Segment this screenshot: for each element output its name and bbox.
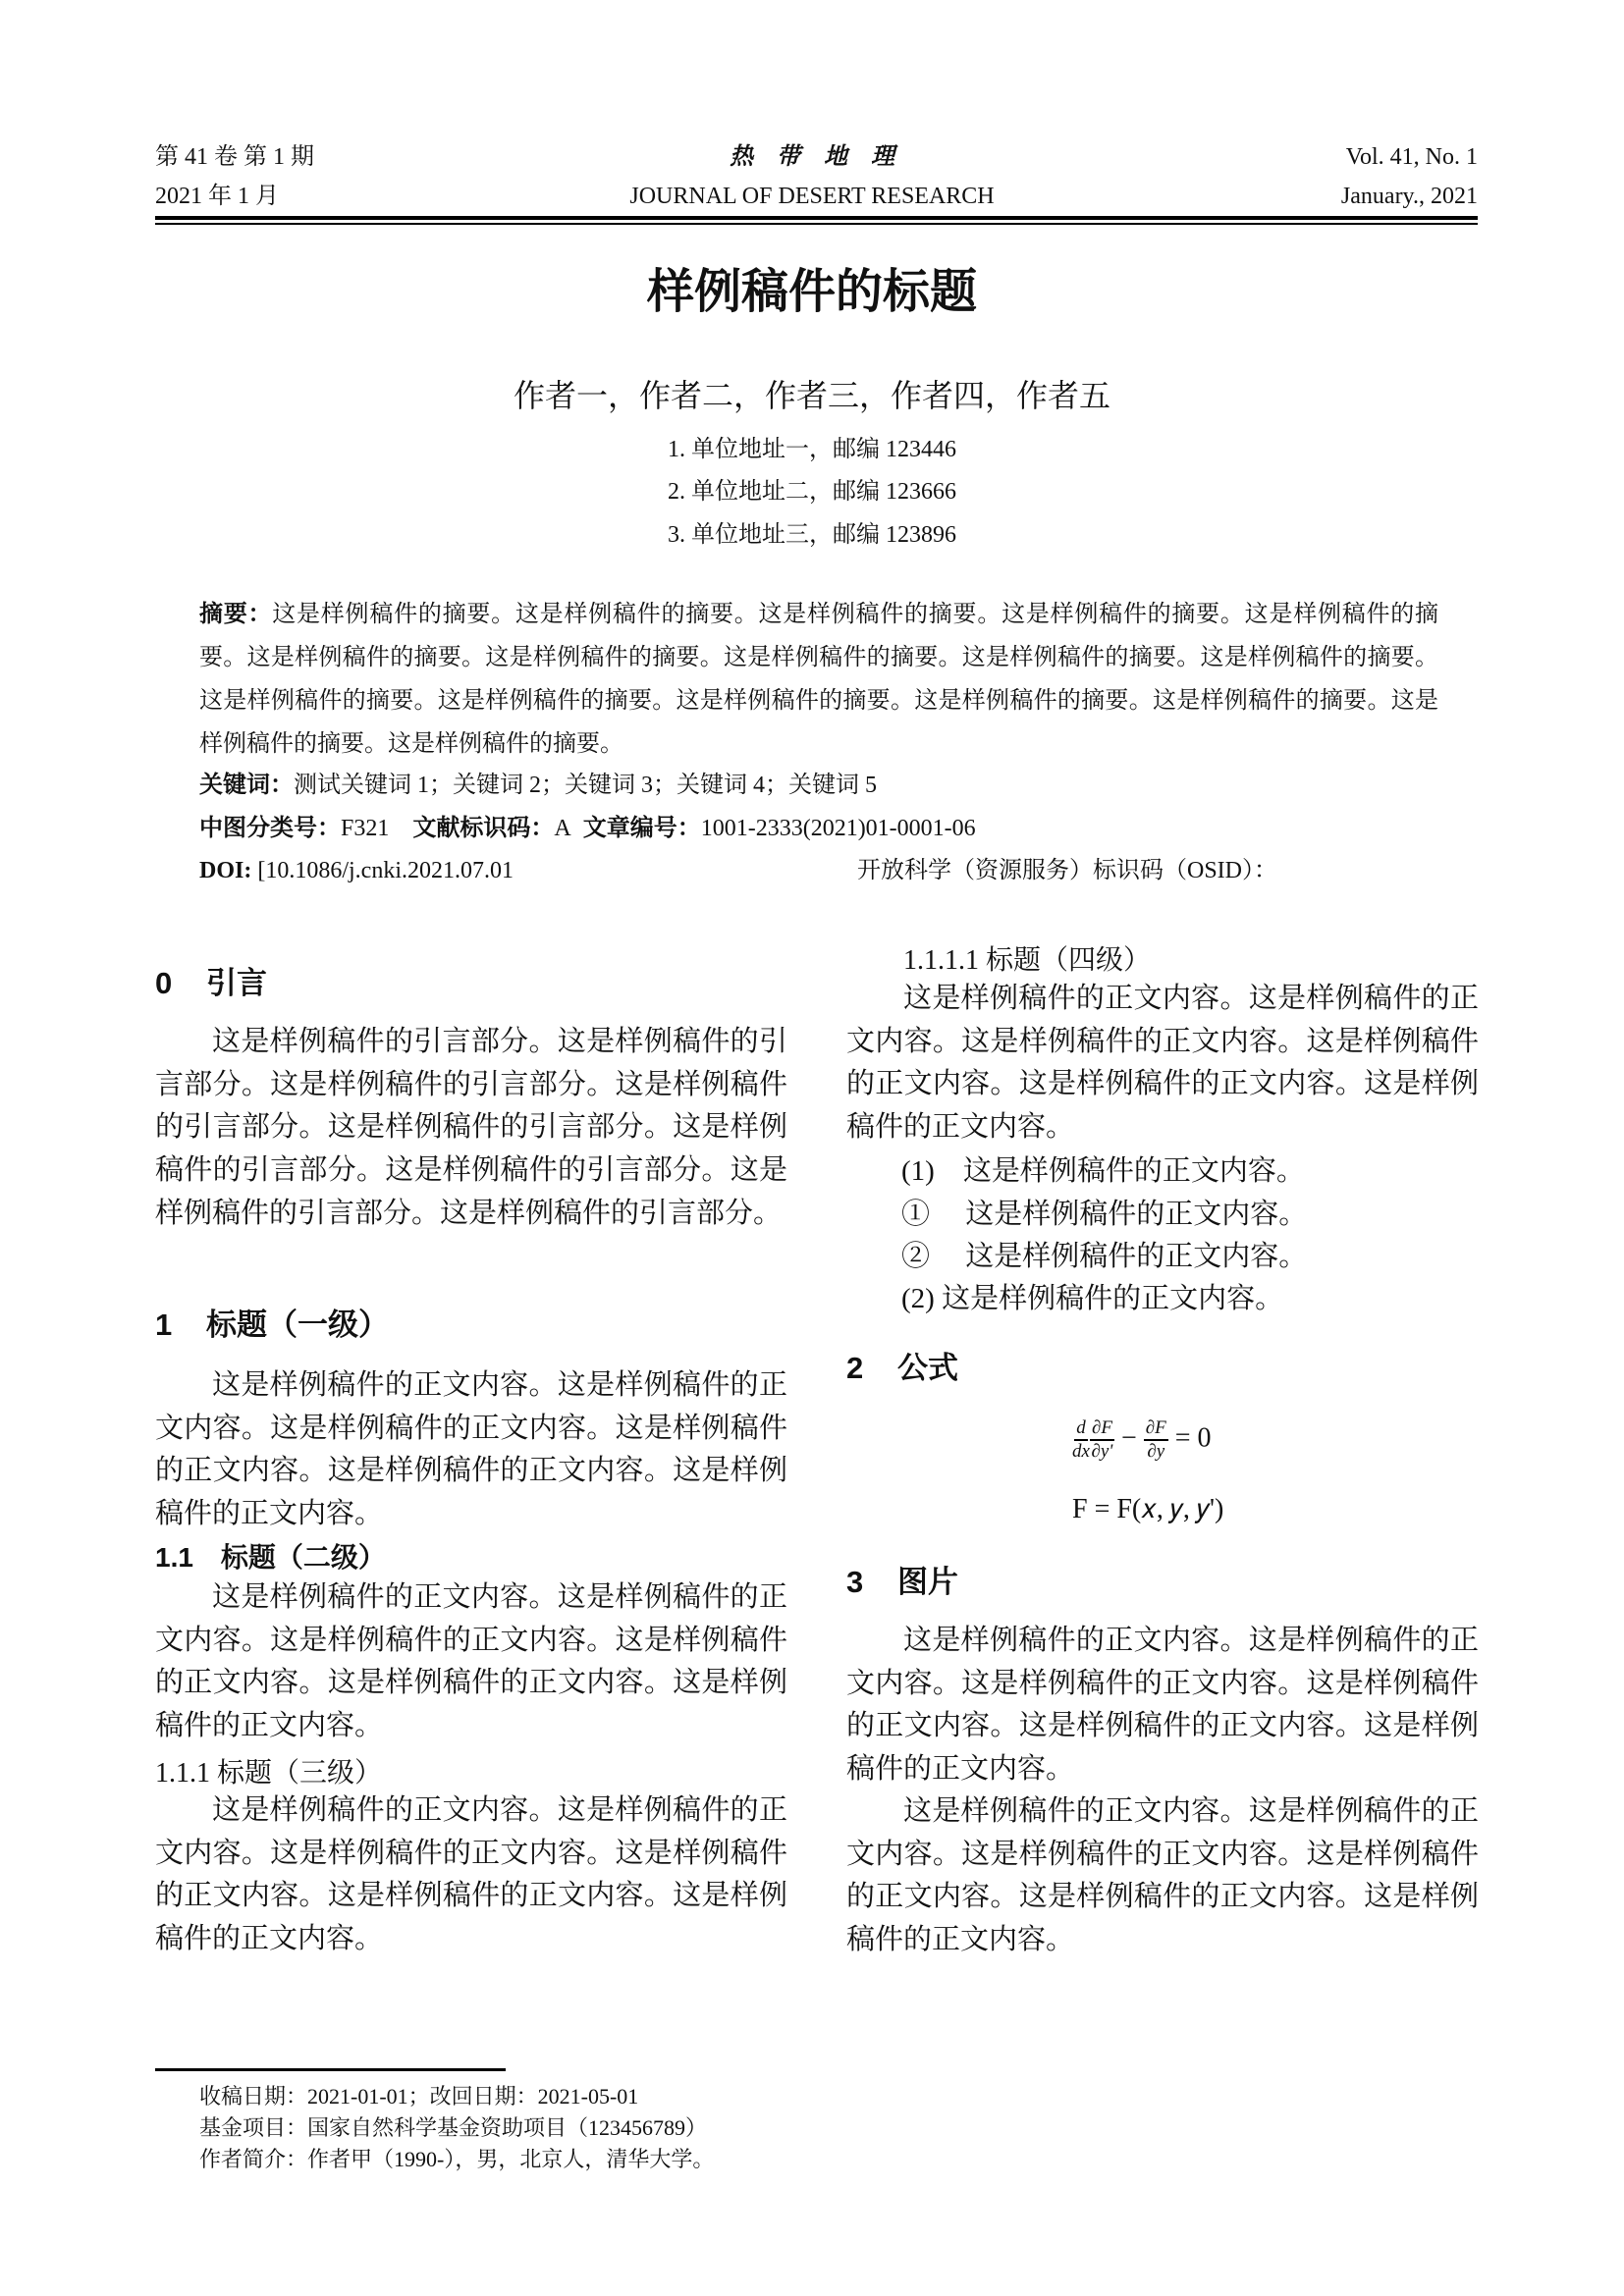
paper-title: 样例稿件的标题 (646, 266, 977, 318)
doc-code-value: A (554, 816, 571, 841)
section-1-1-1-paragraph: 这是样例稿件的正文内容。这是样例稿件的正文内容。这是样例稿件的正文内容。这是样例稿件的正文内容。这是样例稿件的正文内容。这是样例稿件的正文内容。 (155, 1794, 787, 1955)
keywords-label: 关键词： (199, 773, 294, 798)
denominator: dx (1072, 1441, 1090, 1462)
affiliation-2: 2. 单位地址二，邮编 123666 (668, 479, 956, 505)
header-rule-thick (155, 216, 1478, 220)
section-1-1-paragraph: 这是样例稿件的正文内容。这是样例稿件的正文内容。这是样例稿件的正文内容。这是样例稿件的正文内容。这是样例稿件的正文内容。这是样例稿件的正文内容。 (155, 1581, 787, 1742)
affiliation-1: 1. 单位地址一，邮编 123446 (668, 437, 956, 462)
section-number: 0 (155, 966, 173, 1000)
osid-label: 开放科学（资源服务）标识码（OSID）： (857, 858, 1278, 883)
numerator: ∂F (1090, 1417, 1114, 1441)
section-3-heading (846, 1557, 958, 1601)
section-3-paragraph-1: 这是样例稿件的正文内容。这是样例稿件的正文内容。这是样例稿件的正文内容。这是样例稿件的正文内容。这是样例稿件的正文内容。这是样例稿件的正文内容。 (846, 1625, 1479, 1786)
section-3-paragraph-2: 这是样例稿件的正文内容。这是样例稿件的正文内容。这是样例稿件的正文内容。这是样例稿件的正文内容。这是样例稿件的正文内容。这是样例稿件的正文内容。 (846, 1795, 1479, 1956)
abstract-label: 摘要： (199, 602, 273, 627)
numerator: d (1074, 1417, 1088, 1441)
fraction (1090, 1417, 1114, 1463)
list-item: (2) 这是样例稿件的正文内容。 (901, 1283, 1284, 1314)
section-2-heading (846, 1343, 958, 1387)
equation-functional: F = F(𝑥, 𝑦, 𝑦') (1072, 1494, 1224, 1524)
header-rule-thin (155, 223, 1478, 225)
header-date-en: January., 2021 (1340, 184, 1478, 209)
article-number-value: 1001-2333(2021)01-0001-06 (700, 816, 976, 841)
keywords (199, 764, 1438, 807)
section-1-1-1-1-heading: 1.1.1.1 标题（四级） (903, 945, 1152, 976)
section-1-paragraph: 这是样例稿件的正文内容。这是样例稿件的正文内容。这是样例稿件的正文内容。这是样例稿件的正文内容。这是样例稿件的正文内容。这是样例稿件的正文内容。 (155, 1369, 787, 1530)
list-item: (1) 这是样例稿件的正文内容。 (901, 1155, 1305, 1187)
section-1-1-heading: 1.1 标题（二级） (155, 1542, 386, 1573)
section-0-heading (155, 958, 267, 1002)
section-title: 标题（一级） (206, 1308, 389, 1342)
section-title: 图片 (897, 1565, 958, 1599)
footnote-rule (155, 2068, 506, 2071)
header-volume-cn: 第 41 卷 第 1 期 (155, 144, 314, 170)
classification (199, 807, 1438, 850)
fraction (1072, 1417, 1090, 1463)
list-item: ① 这是样例稿件的正文内容。 (901, 1199, 1308, 1230)
list-item: ② 这是样例稿件的正文内容。 (901, 1241, 1308, 1272)
footnote-received: 收稿日期：2021-01-01；改回日期：2021-05-01 (199, 2084, 639, 2109)
footnote-author-bio: 作者简介：作者甲（1990-），男，北京人，清华大学。 (199, 2147, 715, 2171)
section-number: 3 (846, 1565, 864, 1599)
header-volume-en: Vol. 41, No. 1 (1345, 144, 1478, 170)
clc-value: F321 (341, 816, 390, 841)
fraction (1144, 1417, 1168, 1463)
article-number-label: 文章编号： (582, 816, 701, 841)
section-1-1-1-heading: 1.1.1 标题（三级） (155, 1758, 383, 1789)
section-1-1-1-1-paragraph: 这是样例稿件的正文内容。这是样例稿件的正文内容。这是样例稿件的正文内容。这是样例稿件的正文内容。这是样例稿件的正文内容。这是样例稿件的正文内容。 (846, 983, 1479, 1144)
footnote-funding: 基金项目：国家自然科学基金资助项目（123456789） (199, 2115, 708, 2140)
section-number: 2 (846, 1351, 864, 1385)
denominator: ∂y' (1091, 1441, 1113, 1462)
doc-code-label: 文献标识码： (412, 816, 555, 841)
section-1-heading (155, 1300, 389, 1344)
denominator: ∂y (1147, 1441, 1165, 1462)
doi-value[interactable]: [10.1086/j.cnki.2021.07.01 (257, 858, 514, 883)
abstract-text: 这是样例稿件的摘要。这是样例稿件的摘要。这是样例稿件的摘要。这是样例稿件的摘要。这是样例稿件的摘要。这是样例稿件的摘要。这是样例稿件的摘要。这是样例稿件的摘要。这是样例稿件的摘要。这是样例稿件的摘要。这是样例稿件的摘要。这是样例稿件的摘要。这是样例稿件的摘要。这是样例稿件的摘要。这是样例稿件的摘要。这是样例稿件的摘要。这是样例稿件的摘要。 (199, 602, 1438, 757)
keywords-text: 测试关键词 1；关键词 2；关键词 3；关键词 4；关键词 5 (294, 773, 877, 798)
equation-rhs: = 0 (1174, 1422, 1212, 1454)
clc-label: 中图分类号： (199, 816, 341, 841)
doi-label: DOI: (199, 858, 252, 883)
section-title: 公式 (897, 1351, 958, 1385)
section-number: 1 (155, 1308, 173, 1342)
journal-name-cn: 热 带 地 理 (730, 144, 894, 170)
section-title: 引言 (206, 966, 267, 1000)
equation-euler-lagrange (1072, 1417, 1212, 1463)
intro-paragraph: 这是样例稿件的引言部分。这是样例稿件的引言部分。这是样例稿件的引言部分。这是样例稿件的引言部分。这是样例稿件的引言部分。这是样例稿件的引言部分。这是样例稿件的引言部分。这是样例稿件的引言部分。这是样例稿件的引言部分。 (155, 1026, 787, 1229)
journal-name-en: JOURNAL OF DESERT RESEARCH (629, 184, 995, 209)
authors: 作者一，作者二，作者三，作者四，作者五 (513, 378, 1110, 413)
abstract (199, 593, 1438, 766)
header-date-cn: 2021 年 1 月 (155, 184, 279, 209)
affiliation-3: 3. 单位地址三，邮编 123896 (668, 522, 956, 548)
numerator: ∂F (1144, 1417, 1168, 1441)
minus-sign: − (1120, 1422, 1137, 1454)
